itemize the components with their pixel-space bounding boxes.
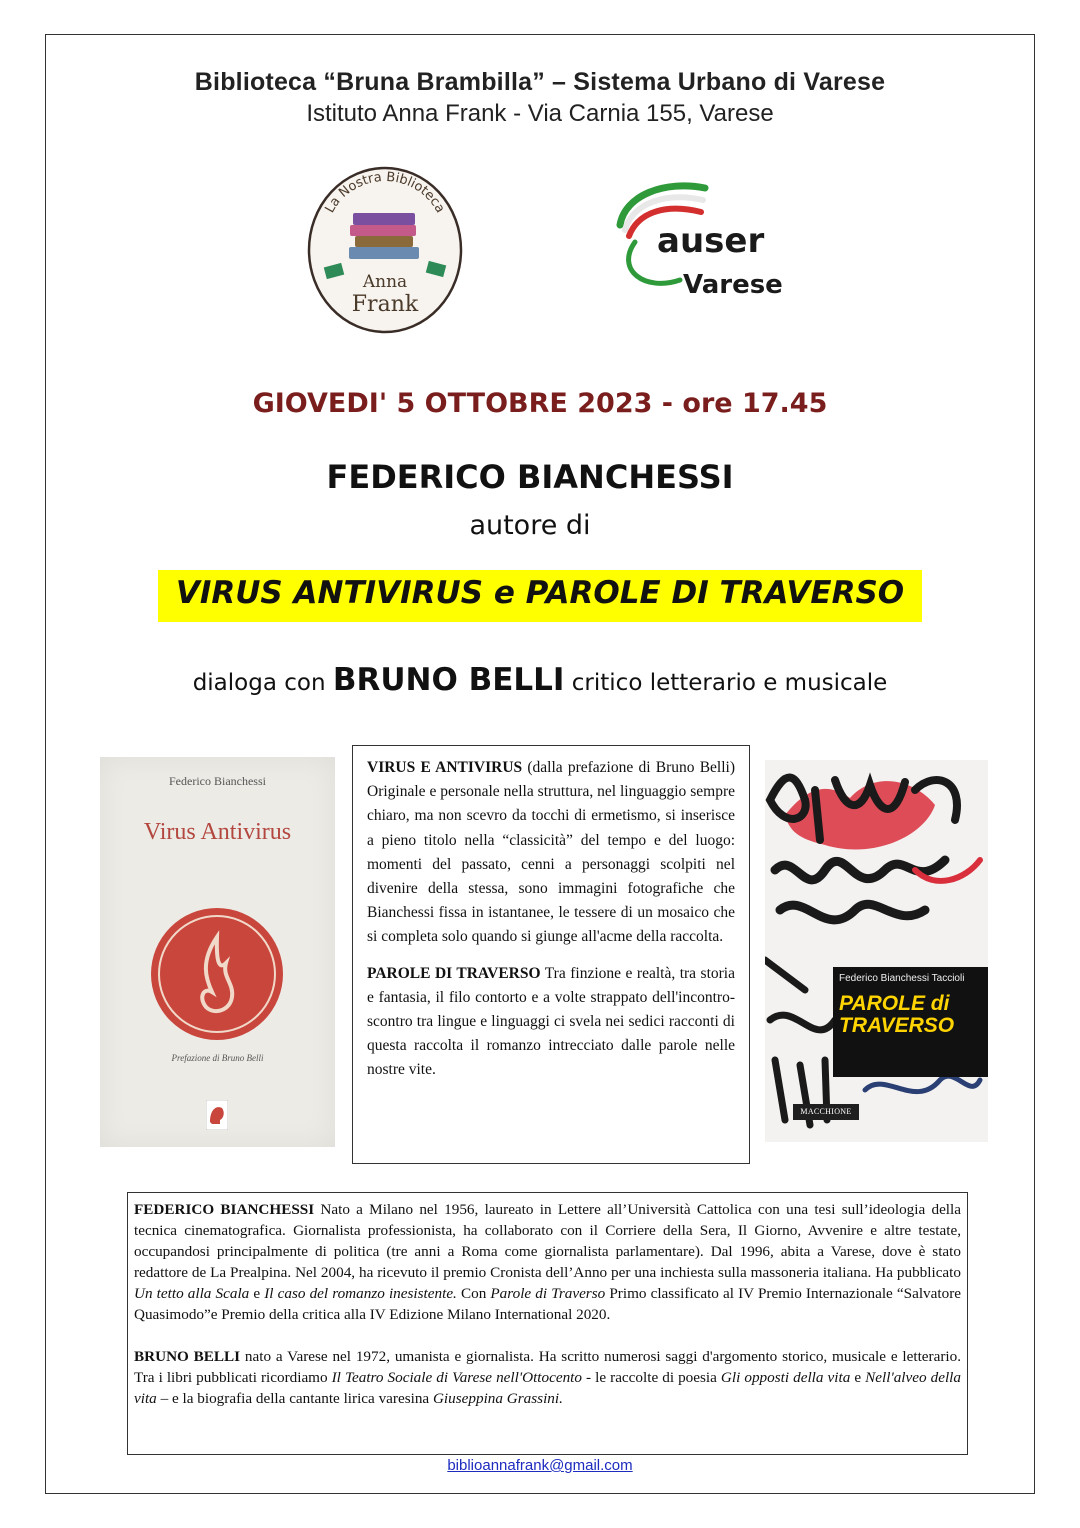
logo-varese: Varese (683, 270, 783, 300)
book-cover-virus-antivirus (100, 757, 335, 1147)
publisher-helmet-icon (206, 1100, 228, 1130)
parole-description: PAROLE DI TRAVERSO Tra finzione e realtà, tra storia e fantasia, il filo contorto e a volte strappato dell'incontro-scontro tra lingue e linguaggi ci svela nei sedici racconti di questa raccolta il romanzo intrecciato dalle parole nelle nostre vite. (367, 964, 735, 1079)
books-description (352, 745, 750, 1164)
dialoga-pre: dialoga con (192, 670, 326, 696)
cover-title: Virus Antivirus (143, 819, 292, 845)
dialoga-post: critico letterario e musicale (571, 670, 888, 696)
logo-arc-text: La Nostra Biblioteca (322, 169, 448, 216)
logo-auser: auser (657, 221, 765, 261)
cover2-title-line1: PAROLE di (839, 992, 950, 1015)
autore-di: autore di (469, 510, 591, 541)
library-name: Biblioteca “Bruna Brambilla” – Sistema Urbano di Varese (194, 68, 886, 96)
cover2-author: Federico Bianchessi Taccioli (839, 973, 965, 984)
virus-description: VIRUS E ANTIVIRUS (dalla prefazione di Bruno Belli) Originale e personale nella struttura, nel linguaggio sempre chiaro, ma non scevro da tocchi di ermetismo, si inserisce a pieno titolo nella “classicità” del tempo e del luogo: momenti del passato, cenni a personaggi scolpiti nel divenire della stessa, sono immagini fotografiche che Bianchessi fissa in istantanee, le tessere di un mosaico che si completa solo quando si giunge all'acme della raccolta. (367, 759, 735, 946)
bio-belli: BRUNO BELLI nato a Varese nel 1972, umanista e giornalista. Ha scritto numerosi saggi d'argomento storico, musicale e letterario. Tra i libri pubblicati ricordiamo Il Teatro Sociale di Varese nell'Ottocento - le raccolte di poesia Gli opposti della vita e Nell'alveo della vita – e la biografia della cantante lirica varesina Giuseppina Grassini. (134, 1348, 962, 1407)
cover-author: Federico Bianchessi (169, 774, 266, 788)
contact-email-link[interactable]: biblioannafrank@gmail.com (447, 1457, 633, 1474)
dialogue-line (0, 662, 1080, 698)
cover2-title-line2: TRAVERSO (839, 1014, 955, 1037)
flame-disc-icon (150, 907, 284, 1041)
critic-name: BRUNO BELLI (332, 662, 565, 698)
book-cover-parole-di-traverso (765, 760, 988, 1142)
calligraphy-art-icon (765, 760, 988, 1142)
auser-logo-icon (605, 180, 785, 300)
logo-anna: Anna (362, 272, 408, 292)
cover2-publisher: MACCHIONE (800, 1107, 852, 1116)
book-titles: VIRUS ANTIVIRUS e PAROLE DI TRAVERSO (175, 575, 905, 611)
cover-preface: Prefazione di Bruno Belli (171, 1053, 264, 1063)
author-name: FEDERICO BIANCHESSI (326, 458, 734, 496)
biographies (127, 1192, 968, 1455)
bio-bianchessi: FEDERICO BIANCHESSI Nato a Milano nel 1956, laureato in Lettere all’Università Cattolica con una tesi sull’ideologia della tecnica cinematografica. Giornalista professionista, ha collaborato con il Corriere della Sera, Il Giorno, Avvenire e altre testate, occupandosi principalmente di politica (tre anni a Roma come giornalista parlamentare). Dal 1996, abita a Varese, dove è stato redattore de La Prealpina. Nel 2004, ha ricevuto il premio Cronista dell’Anno per una inchiesta sulla massoneria italiana. Ha pubblicato Un tetto alla Scala e Il caso del romanzo inesistente. Con Parole di Traverso Primo classificato al IV Premio Internazionale “Salvatore Quasimodo”e Premio della critica alla IV Edizione Milano International 2020. (134, 1201, 961, 1323)
event-date: GIOVEDI' 5 OTTOBRE 2023 - ore 17.45 (252, 388, 828, 419)
logo-frank: Frank (351, 292, 419, 317)
library-address: Istituto Anna Frank - Via Carnia 155, Varese (306, 100, 774, 127)
books-logo-icon (305, 165, 465, 335)
